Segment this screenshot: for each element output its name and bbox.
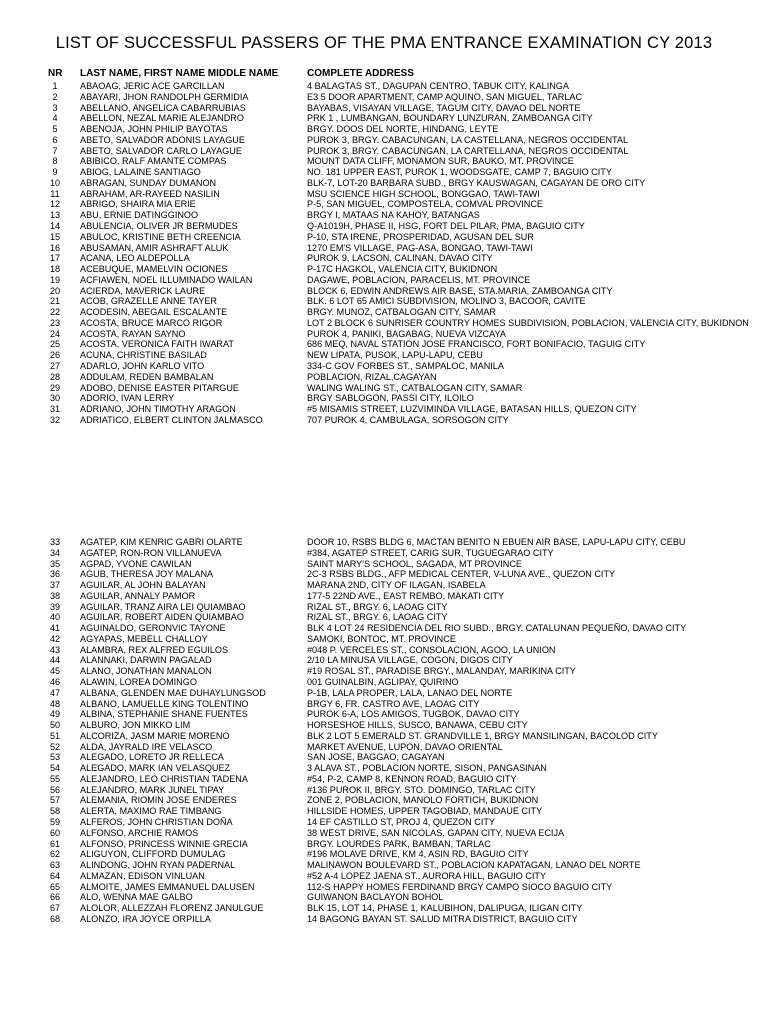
passer-name: AGUILAR, AL JOHN BALAYAN — [80, 580, 206, 591]
passer-name: ALANO, JONATHAN MANALON — [80, 666, 212, 677]
passer-address: NO. 181 UPPER EAST, PUROK 1, WOODSGATE, CAMP 7, BAGUIO CITY — [307, 167, 612, 178]
passer-name: ABELLANO, ANGELICA CABARRUBIAS — [80, 102, 246, 113]
row-number: 4 — [52, 113, 58, 124]
table-row — [0, 415, 768, 426]
row-number: 5 — [52, 124, 58, 135]
row-number: 57 — [49, 795, 61, 806]
passer-name: ABUSAMAN, AMIR ASHRAFT ALUK — [80, 242, 229, 253]
table-row — [0, 221, 768, 232]
passer-name: AGUILAR, ANNALY PAMOR — [80, 590, 196, 601]
passer-name: ALEJANDRO, MARK JUNEL TIPAY — [80, 784, 225, 795]
passer-name: AGUB, THERESA JOY MALANA — [80, 569, 214, 580]
passer-name: AGUINALDO, GERONVIC TAYONE — [80, 623, 226, 634]
passer-name: ADARLO, JOHN KARLO VITO — [80, 361, 205, 372]
row-number: 59 — [49, 817, 61, 828]
table-row — [0, 103, 768, 114]
row-number: 45 — [49, 666, 61, 677]
passer-address: #54, P-2, CAMP 8, KENNON ROAD, BAGUIO CITY — [307, 773, 517, 784]
row-number: 13 — [49, 210, 61, 221]
passer-address: BLK 4 LOT 24 RESIDENCIA DEL RIO SUBD., BRGY. CATALUNAN PEQUEÑO, DAVAO CITY — [307, 623, 687, 634]
passer-name: ABETO, SALVADOR ADONIS LAYAGUE — [80, 134, 245, 145]
table-row — [0, 731, 768, 742]
row-number: 27 — [49, 361, 61, 372]
row-number: 62 — [49, 849, 61, 860]
table-row — [0, 113, 768, 124]
table-row — [0, 232, 768, 243]
passer-name: AGATEP, RON-RON VILLANUEVA — [80, 547, 222, 558]
table-row — [0, 860, 768, 871]
passer-address: #52 A-4 LOPEZ JAENA ST., AURORA HILL, BAGUIO CITY — [307, 870, 547, 881]
table-row — [0, 339, 768, 350]
passer-address: MARANA 2ND, CITY OF ILAGAN, ISABELA — [307, 580, 486, 591]
row-number: 1 — [52, 81, 58, 91]
row-number: 52 — [49, 741, 61, 752]
table-row — [0, 688, 768, 699]
passer-address: 2C-3 RSBS BLDG., AFP MEDICAL CENTER, V-LUNA AVE., QUEZON CITY — [307, 569, 616, 580]
passer-address: 14 BAGONG BAYAN ST. SALUD MITRA DISTRICT, BAGUIO CITY — [307, 913, 578, 924]
row-number: 46 — [49, 677, 61, 687]
row-number: 55 — [49, 773, 61, 784]
passer-address: DOOR 10, RSBS BLDG 6, MACTAN BENITO N EBUEN AIR BASE, LAPU-LAPU CITY, CEBU — [307, 537, 686, 547]
row-number: 61 — [49, 838, 61, 849]
passer-name: ABRAHAM, AR-RAYEED NASILIN — [80, 188, 220, 199]
row-number: 23 — [49, 317, 61, 328]
passer-address: #19 ROSAL ST., PARADISE BRGY., MALANDAY, MARIKINA CITY — [307, 666, 576, 677]
passer-address: 38 WEST DRIVE, SAN NICOLAS, GAPAN CITY, NUEVA ECIJA — [307, 827, 565, 838]
row-number: 54 — [49, 763, 61, 774]
row-number: 29 — [49, 382, 61, 393]
passer-address: LOT 2 BLOCK 6 SUNRISER COUNTRY HOMES SUBDIVISION, POBLACION, VALENCIA CITY, BUKIDNON — [307, 317, 749, 328]
row-number: 33 — [49, 537, 61, 547]
passer-address: SAMOKI, BONTOC, MT. PROVINCE — [307, 633, 456, 644]
passer-name: ACIERDA, MAVERICK LAURE — [80, 285, 206, 296]
passer-address: PUROK 4, PANIKI, BAGABAG, NUEVA VIZCAYA — [307, 328, 506, 339]
passer-address: SAN JOSE, BAGGAO, CAGAYAN — [307, 752, 445, 763]
passer-address: 707 PUROK 4, CAMBULAGA, SORSOGON CITY — [307, 414, 509, 425]
row-number: 8 — [52, 156, 58, 167]
passer-name: ABULENCIA, OLIVER JR BERMUDES — [80, 221, 238, 231]
row-number: 9 — [52, 167, 58, 178]
document-title: LIST OF SUCCESSFUL PASSERS OF THE PMA ENTRANCE EXAMINATION CY 2013 — [55, 34, 713, 52]
row-number: 51 — [49, 730, 61, 741]
passer-name: ACFIAWEN, NOEL ILLUMINADO WAILAN — [80, 274, 253, 285]
passer-name: ABRIGO, SHAIRA MIA ERIE — [80, 199, 196, 210]
passer-name: AGYAPAS, MEBELL CHALLOY — [80, 633, 208, 644]
row-number: 68 — [49, 913, 61, 924]
table-row — [0, 623, 768, 634]
passer-name: ABU, ERNIE DATINGGINOO — [80, 210, 199, 221]
table-row — [0, 124, 768, 135]
passer-name: ALERTA, MAXIMO RAE TIMBANG — [80, 806, 222, 817]
table-row — [0, 361, 768, 372]
table-row — [0, 92, 768, 103]
passer-address: 112-S HAPPY HOMES FERDINAND BRGY CAMPO SIOCO BAGUIO CITY — [307, 881, 613, 892]
table-row — [0, 264, 768, 275]
passer-address: BLOCK 6, EDWIN ANDREWS AIR BASE, STA.MARIA, ZAMBOANGA CITY — [307, 285, 613, 296]
row-number: 30 — [49, 393, 61, 404]
row-number: 63 — [49, 860, 61, 871]
passer-name: ADRIATICO, ELBERT CLINTON JALMASCO — [80, 414, 263, 425]
passer-name: ABIOG, LALAINE SANTIAGO — [80, 167, 201, 178]
table-row — [0, 752, 768, 763]
passer-address: 4 BALAGTAS ST., DAGUPAN CENTRO, TABUK CITY, KALINGA — [307, 81, 569, 91]
row-number: 34 — [49, 547, 61, 558]
row-number: 36 — [49, 569, 61, 580]
table-row — [0, 655, 768, 666]
row-number: 44 — [49, 655, 61, 666]
row-number: 18 — [49, 264, 61, 275]
passer-name: ABAOAG, JERIC ACE GARCILLAN — [80, 81, 225, 91]
passer-name: ABIBICO, RALF AMANTE COMPAS — [80, 156, 227, 167]
row-number: 17 — [49, 253, 61, 264]
passer-name: ADDULAM, REDEN BAMBALAN — [80, 371, 214, 382]
row-number: 3 — [52, 102, 58, 113]
table-row — [0, 81, 768, 92]
table-row — [0, 839, 768, 850]
row-number: 53 — [49, 752, 61, 763]
passer-name: ALBINA, STEPHANIE SHANE FUENTES — [80, 709, 248, 720]
table-row — [0, 146, 768, 157]
row-number: 43 — [49, 644, 61, 655]
passer-name: ALFONSO, ARCHIE RAMOS — [80, 827, 199, 838]
passer-address: BRGY. MUNOZ, CATBALOGAN CITY, SAMAR — [307, 307, 496, 318]
table-row — [0, 296, 768, 307]
table-row — [0, 785, 768, 796]
passer-address: PUROK 6-A, LOS AMIGOS, TUGBOK, DAVAO CITY — [307, 709, 520, 720]
row-number: 26 — [49, 350, 61, 361]
table-row — [0, 645, 768, 656]
passer-name: ADOBO, DENISE EASTER PITARGUE — [80, 382, 240, 393]
passer-address: #196 MOLAVE DRIVE, KM 4, ASIN RD, BAGUIO CITY — [307, 849, 529, 860]
table-row — [0, 774, 768, 785]
passer-name: ACODESIN, ABEGAIL ESCALANTE — [80, 307, 228, 318]
row-number: 15 — [49, 231, 61, 242]
table-row — [0, 806, 768, 817]
table-row — [0, 383, 768, 394]
table-row — [0, 329, 768, 340]
passer-name: ABULOC, KRISTINE BETH CREENCIA — [80, 231, 241, 242]
row-number: 6 — [52, 134, 58, 145]
row-number: 19 — [49, 274, 61, 285]
passer-address: PUROK 9, LACSON, CALINAN, DAVAO CITY — [307, 253, 493, 264]
table-row — [0, 849, 768, 860]
passer-name: ALDA, JAYRALD IRE VELASCO — [80, 741, 213, 752]
table-row — [0, 677, 768, 688]
table-row — [0, 135, 768, 146]
passer-address: MOUNT DATA CLIFF, MONAMON SUR, BAUKO, MT. PROVINCE — [307, 156, 574, 167]
passer-address: 686 MEQ, NAVAL STATION JOSE FRANCISCO, FORT BONIFACIO, TAGUIG CITY — [307, 339, 646, 350]
passer-address: Q-A1019H, PHASE II, HSG, FORT DEL PILAR, PMA, BAGUIO CITY — [307, 221, 585, 231]
row-number: 49 — [49, 709, 61, 720]
passer-address: RIZAL ST., BRGY. 6, LAOAG CITY — [307, 601, 448, 612]
passer-address: WALING WALING ST., CATBALOGAN CITY, SAMAR — [307, 382, 523, 393]
passer-name: ALO, WENNA MAE GALBO — [80, 892, 193, 903]
table-row — [0, 210, 768, 221]
row-number: 50 — [49, 720, 61, 731]
passer-name: AGUILAR, TRANZ AIRA LEI QUIAMBAO — [80, 601, 246, 612]
passer-address: #048 P. VERCELES ST., CONSOLACION, AGOO, LA UNION — [307, 644, 556, 655]
passer-name: ACOSTA, RAYAN SAYNO — [80, 328, 186, 339]
passer-address: P-17C HAGKOL, VALENCIA CITY, BUKIDNON — [307, 264, 498, 275]
passer-address: 1270 EM'S VILLAGE, PAG-ASA, BONGAO, TAWI-TAWI — [307, 242, 533, 253]
table-row — [0, 742, 768, 753]
passer-name: AGUILAR, ROBERT AIDEN QUIAMBAO — [80, 612, 244, 623]
table-row — [0, 156, 768, 167]
table-row — [0, 612, 768, 623]
table-row — [0, 828, 768, 839]
passer-address: BAYABAS, VISAYAN VILLAGE, TAGUM CITY, DAVAO DEL NORTE — [307, 102, 581, 113]
row-number: 31 — [49, 404, 61, 415]
table-row — [0, 817, 768, 828]
table-row — [0, 318, 768, 329]
row-number: 16 — [49, 242, 61, 253]
passer-address: HILLSIDE HOMES, UPPER TAGOBIAD, MANDAUE CITY — [307, 806, 543, 817]
passer-name: AGPAD, YVONE CAWILAN — [80, 558, 192, 569]
passer-address: MALINAWON BOULEVARD ST., POBLACION KAPATAGAN, LANAO DEL NORTE — [307, 860, 641, 871]
table-row — [0, 580, 768, 591]
table-row — [0, 167, 768, 178]
row-number: 25 — [49, 339, 61, 350]
passer-name: ALANNAKI, DARWIN PAGALAD — [80, 655, 212, 666]
passer-address: SAINT MARY'S SCHOOL, SAGADA, MT PROVINCE — [307, 558, 522, 569]
table-row — [0, 720, 768, 731]
table-row — [0, 275, 768, 286]
passer-address: #384, AGATEP STREET, CARIG SUR, TUGUEGARAO CITY — [307, 547, 554, 558]
passer-address: P-1B, LALA PROPER, LALA, LANAO DEL NORTE — [307, 687, 513, 698]
row-number: 12 — [49, 199, 61, 210]
row-number: 40 — [49, 612, 61, 623]
passer-address: POBLACION, RIZAL,CAGAYAN — [307, 371, 437, 382]
passer-name: ALEJANDRO, LEO CHRISTIAN TADENA — [80, 773, 248, 784]
table-row — [0, 243, 768, 254]
passer-address: MSU SCIENCE HIGH SCHOOL, BONGGAO, TAWI-TAWI — [307, 188, 540, 199]
passer-name: ABAYARI, JHON RANDOLPH GERMIDIA — [80, 91, 249, 102]
table-row — [0, 350, 768, 361]
table-row — [0, 286, 768, 297]
passer-address: 3 ALAVA ST., POBLACION NORTE, SISON, PANGASINAN — [307, 763, 547, 774]
row-number: 24 — [49, 328, 61, 339]
passer-name: ALOLOR, ALLEZZAH FLORENZ JANULGUE — [80, 903, 264, 914]
row-number: 38 — [49, 590, 61, 601]
table-row — [0, 178, 768, 189]
passer-address: BLK-7, LOT-20 BARBARA SUBD., BRGY KAUSWAGAN, CAGAYAN DE ORO CITY — [307, 177, 646, 188]
table-row — [0, 189, 768, 200]
table-row — [0, 795, 768, 806]
passer-address: BLK 15, LOT 14, PHASE 1, KALUBIHON, DALIPUGA, ILIGAN CITY — [307, 903, 583, 914]
passer-name: ALIGUYON, CLIFFORD DUMULAG — [80, 849, 226, 860]
passer-name: ACOB, GRAZELLE ANNE TAYER — [80, 296, 217, 307]
passer-name: ALFONSO, PRINCESS WINNIE GRECIA — [80, 838, 248, 849]
row-number: 58 — [49, 806, 61, 817]
table-row — [0, 393, 768, 404]
row-number: 41 — [49, 623, 61, 634]
table-row — [0, 709, 768, 720]
row-number: 35 — [49, 558, 61, 569]
passer-name: ABELLON, NEZAL MARIE ALEJANDRO — [80, 113, 244, 124]
table-row — [0, 634, 768, 645]
table-row — [0, 699, 768, 710]
passer-name: ALEMANIA, RIOMIN JOSE ENDERES — [80, 795, 237, 806]
table-row — [0, 559, 768, 570]
row-number: 14 — [49, 221, 61, 231]
passer-address: MARKET AVENUE, LUPON, DAVAO ORIENTAL — [307, 741, 503, 752]
column-header-name: LAST NAME, FIRST NAME MIDDLE NAME — [80, 68, 279, 79]
passer-address: NEW LIPATA, PUSOK, LAPU-LAPU, CEBU — [307, 350, 483, 361]
passer-address: GUIWANON BACLAYON BOHOL — [307, 892, 444, 903]
passer-address: BLK. 6 LOT 65 AMICI SUBDIVISION, MOLINO 3, BACOOR, CAVITE — [307, 296, 586, 307]
row-number: 65 — [49, 881, 61, 892]
passer-name: ABETO, SALVADOR CARLO LAYAGUE — [80, 145, 242, 156]
passer-address: BLK 2 LOT 5 EMERALD ST. GRANDVILLE 1, BRGY MANSILINGAN, BACOLOD CITY — [307, 730, 658, 741]
passer-address: BRGY. LOURDES PARK, BAMBAN, TARLAC — [307, 838, 491, 849]
passer-address: PUROK 3, BRGY. CABACUNGAN, LA CASTELLANA, NEGROS OCCIDENTAL — [307, 134, 629, 145]
table-row — [0, 253, 768, 264]
passer-address: P-5, SAN MIGUEL, COMPOSTELA, COMVAL PROVINCE — [307, 199, 543, 210]
passer-name: ALEGADO, MARK IAN VELASQUEZ — [80, 763, 231, 774]
row-number: 20 — [49, 285, 61, 296]
passer-address: 177-5 22ND AVE., EAST REMBO, MAKATI CITY — [307, 590, 505, 601]
passer-address: P-10, STA IRENE, PROSPERIDAD, AGUSAN DEL SUR — [307, 231, 534, 242]
column-header-nr: NR — [48, 68, 63, 79]
table-row — [0, 591, 768, 602]
passer-name: ALFEROS, JOHN CHRISTIAN DOÑA — [80, 817, 233, 828]
passer-name: ALINDONG, JOHN RYAN PADERNAL — [80, 860, 236, 871]
row-number: 37 — [49, 580, 61, 591]
passer-name: ALBANA, GLENDEN MAE DUHAYLUNGSOD — [80, 687, 266, 698]
column-header-address: COMPLETE ADDRESS — [307, 68, 414, 79]
passer-address: 334-C GOV FORBES ST., SAMPALOC, MANILA — [307, 361, 504, 372]
row-number: 11 — [50, 188, 60, 199]
table-row — [0, 569, 768, 580]
passer-name: ACOSTA, BRUCE MARCO RIGOR — [80, 317, 223, 328]
passer-address: RIZAL ST., BRGY. 6, LAOAG CITY — [307, 612, 448, 623]
passer-name: ALBANO, LAMUELLE KING TOLENTINO — [80, 698, 249, 709]
row-number: 67 — [49, 903, 61, 914]
passer-address: 001 GUINALBIN, AGLIPAY, QUIRINO — [307, 677, 459, 687]
passer-address: PRK 1 , LUMBANGAN, BOUNDARY LUNZURAN, ZAMBOANGA CITY — [307, 113, 593, 124]
row-number: 28 — [49, 371, 61, 382]
passer-name: ADORIO, IVAN LERRY — [80, 393, 175, 404]
table-row — [0, 199, 768, 210]
passer-name: ACANA, LEO ALDEPOLLA — [80, 253, 190, 264]
passer-name: AGATEP, KIM KENRIC GABRI OLARTE — [80, 537, 243, 547]
passer-name: ACUNA, CHRISTINE BASILAD — [80, 350, 207, 361]
table-row — [0, 307, 768, 318]
passer-name: ALAWIN, LOREA DOMINGO — [80, 677, 197, 687]
passer-name: ALEGADO, LORETO JR RELLECA — [80, 752, 224, 763]
passer-address: 14 EF CASTILLO ST, PROJ 4, QUEZON CITY — [307, 817, 495, 828]
passer-name: ACOSTA, VERONICA FAITH IWARAT — [80, 339, 234, 350]
passer-name: ADRIANO, JOHN TIMOTHY ARAGON — [80, 404, 236, 415]
passer-name: ACEBUQUE, MAMELVIN OCIONES — [80, 264, 228, 275]
table-row — [0, 914, 768, 925]
passer-address: #136 PUROK II, BRGY. STO. DOMINGO, TARLAC CITY — [307, 784, 536, 795]
row-number: 60 — [49, 827, 61, 838]
row-number: 56 — [49, 784, 61, 795]
table-row — [0, 372, 768, 383]
row-number: 66 — [49, 892, 61, 903]
table-row — [0, 602, 768, 613]
table-row — [0, 548, 768, 559]
row-number: 42 — [49, 633, 61, 644]
row-number: 48 — [49, 698, 61, 709]
passer-name: ALMAZAN, EDISON VINLUAN — [80, 870, 205, 881]
row-number: 64 — [49, 870, 61, 881]
passer-address: #5 MISAMIS STREET, LUZVIMINDA VILLAGE, BATASAN HILLS, QUEZON CITY — [307, 404, 637, 415]
passer-address: BRGY SABLOGON, PASSI CITY, ILOILO — [307, 393, 474, 404]
passer-name: ALONZO, IRA JOYCE ORPILLA — [80, 913, 211, 924]
passer-address: BRGY 6, FR. CASTRO AVE, LAOAG CITY — [307, 698, 480, 709]
passer-address: ZONE 2, POBLACION, MANOLO FORTICH, BUKIDNON — [307, 795, 539, 806]
table-row — [0, 666, 768, 677]
passer-address: PUROK 3, BRGY. CABACUNGAN, LA CARTELLANA, NEGROS OCCIDENTAL — [307, 145, 629, 156]
row-number: 22 — [49, 307, 61, 318]
table-row — [0, 903, 768, 914]
passer-address: HORSESHOE HILLS, SUSCO, BANAWA, CEBU CITY — [307, 720, 528, 731]
passer-address: BRGY. DOOS DEL NORTE, HINDANG, LEYTE — [307, 124, 499, 135]
row-number: 32 — [49, 414, 61, 425]
passer-name: ALAMBRA, REX ALFRED EGUILOS — [80, 644, 229, 655]
row-number: 47 — [49, 687, 61, 698]
table-row — [0, 882, 768, 893]
table-row — [0, 537, 768, 548]
row-number: 10 — [49, 177, 61, 188]
table-row — [0, 871, 768, 882]
table-row — [0, 763, 768, 774]
passer-address: 2/10 LA MINUSA VILLAGE, COGON, DIGOS CITY — [307, 655, 513, 666]
passer-name: ALCORIZA, JASM MARIE MORENO — [80, 730, 230, 741]
passer-name: ABENOJA, JOHN PHILIP BAYOTAS — [80, 124, 228, 135]
passer-address: E3 5 DOOR APARTMENT, CAMP AQUINO, SAN MIGUEL, TARLAC — [307, 91, 583, 102]
passer-address: BRGY I, MATAAS NA KAHOY, BATANGAS — [307, 210, 480, 221]
row-number: 21 — [49, 296, 61, 307]
table-row — [0, 404, 768, 415]
row-number: 39 — [49, 601, 61, 612]
row-number: 7 — [52, 145, 58, 156]
passer-address: DAGAWE, POBLACION, PARACELIS, MT. PROVINCE — [307, 274, 531, 285]
passer-name: ABRAGAN, SUNDAY DUMANON — [80, 177, 217, 188]
passer-name: ALMOITE, JAMES EMMANUEL DALUSEN — [80, 881, 255, 892]
row-number: 2 — [52, 91, 58, 102]
passer-name: ALBURO, JON MIKKO LIM — [80, 720, 191, 731]
table-row — [0, 892, 768, 903]
